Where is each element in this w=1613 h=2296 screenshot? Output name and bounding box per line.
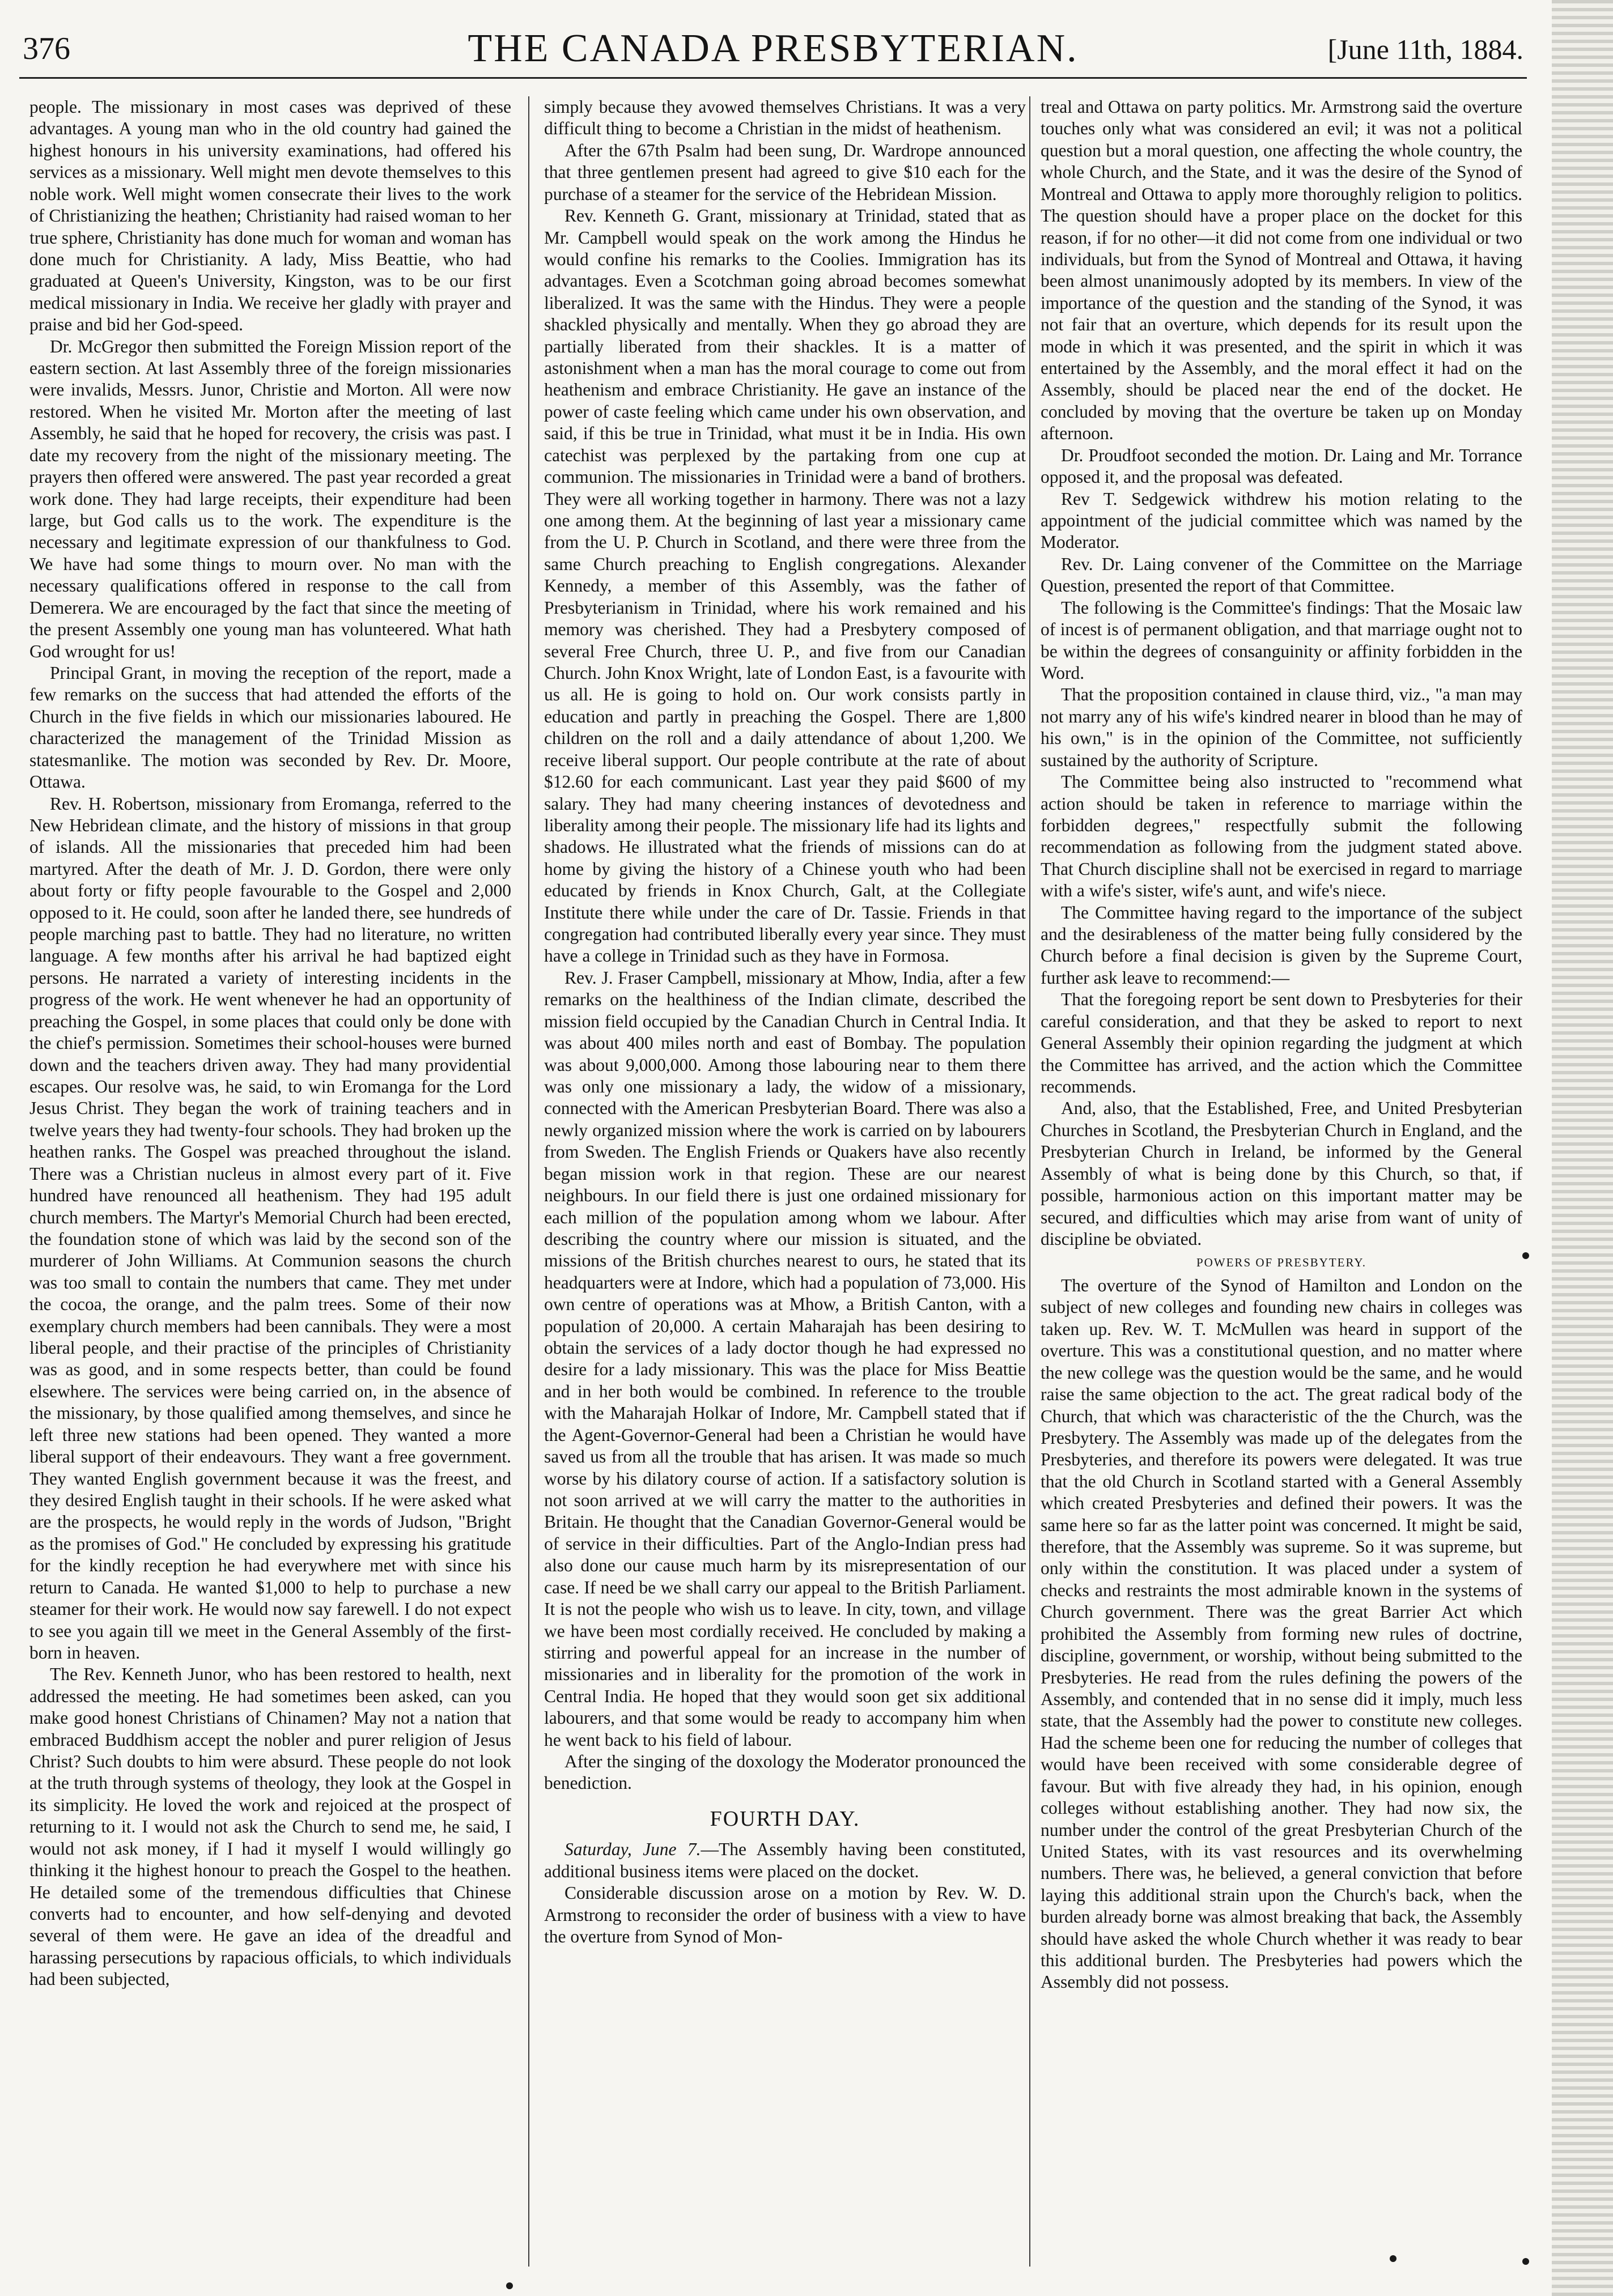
issue-date: [June 11th, 1884. <box>1327 33 1523 65</box>
article-column-3 <box>1041 96 1522 2267</box>
column-rule-right <box>1029 96 1030 2267</box>
margin-dot <box>1522 2258 1529 2265</box>
article-paragraph: The Rev. Kenneth Junor, who has been restored to health, next addressed the meeting. He had sometimes been asked, can you make good honest Christians of Chinamen? May not a nation that embraced Buddhism accept the nobler and purer religion of Jesus Christ? Such doubts to him were absurd. These people do not look at the truth through systems of theology, they look at the Gospel in its simplicity. He loved the work and rejoiced at the prospect of returning to it. I would not ask the Church to send me, he said, I would not ask money, if I had it myself I would willingly go thinking it the highest honour to preach the Gospel to the heathen. He detailed some of the tremendous difficulties that Chinese converts had to encounter, and how self-denying and devoted several of them were. He gave an idea of the dreadful and harassing persecutions by rapacious officials, to which individuals had been subjected, <box>29 1664 511 1989</box>
margin-dot <box>1390 2255 1396 2262</box>
article-column-2 <box>544 96 1026 2267</box>
article-paragraph: simply because they avowed themselves Christians. It was a very difficult thing to become a Christian in the midst of heathenism. <box>544 97 1026 139</box>
article-paragraph: Rev. Dr. Laing convener of the Committee on the Marriage Question, presented the report of that Committee. <box>1041 554 1522 596</box>
article-paragraph: Considerable discussion arose on a motion by Rev. W. D. Armstrong to reconsider the order of business with a view to have the overture from Synod of Mon- <box>544 1883 1026 1946</box>
article-paragraph: Dr. Proudfoot seconded the motion. Dr. Laing and Mr. Torrance opposed it, and the proposal was defeated. <box>1041 445 1522 487</box>
section-heading: FOURTH DAY. <box>710 1806 860 1831</box>
margin-dot <box>1522 1252 1529 1259</box>
article-paragraph: Rev. J. Fraser Campbell, missionary at Mhow, India, after a few remarks on the healthiness of the Indian climate, described the mission field occupied by the Canadian Church in Central India. It was about 400 miles north and east of Bombay. The population was about 9,000,000. Among those labouring near to them there was only one missionary a lady, the widow of a missionary, connected with the American Presbyterian Board. There was also a newly organized mission where the work is carried on by labourers from Sweden. The English Friends or Quakers have also recently began mission work in that region. These are our nearest neighbours. In our field there is just one ordained missionary for each million of the population among whom we labour. After describing the country where our mission is situated, and the missions of the British churches nearest to ours, he stated that its headquarters were at Indore, which had a population of 73,000. His own centre of operations was at Mhow, a British Canton, with a population of 20,000. A certain Maharajah has been desiring to obtain the services of a lady doctor though he had expressed no desire for a lady missionary. This was the place for Miss Beattie and in her both would be combined. In reference to the trouble with the Maharajah Holkar of Indore, Mr. Campbell stated that if the Agent-Governor-General had been a Christian he would have saved us from all the trouble that has arisen. It was made so much worse by his dilatory course of action. If a satisfactory solution is not soon arrived at we will carry the matter to the authorities in Britain. He thought that the Canadian Governor-General would be of service in their difficulties. Part of the Anglo-Indian press had also done our cause much harm by its misrepresentation of our case. If need be we shall carry our appeal to the British Parliament. It is not the people who wish us to leave. In city, town, and village we have been most cordially received. He concluded by making a stirring and powerful appeal for an increase in the number of missionaries and in liberality for the promotion of the work in Central India. He hoped that they would soon get six additional labourers, and that some would be ready to accompany him when he went back to his field of labour. <box>544 967 1026 1750</box>
page-header <box>19 23 1527 79</box>
paragraph-text: —The Assembly having been constituted, additional business items were placed on the docket. <box>544 1839 1026 1881</box>
article-paragraph: Rev. Kenneth G. Grant, missionary at Trinidad, stated that as Mr. Campbell would speak on the work among the Hindus he would confine his remarks to the Coolies. Immigration has its advantages. Even a Scotchman going abroad becomes somewhat liberalized. It was the same with the Hindus. They were a people shackled physically and mentally. When they go abroad they are partially liberated from their shackles. It is a matter of astonishment when a man has the moral courage to come out from heathenism and embrace Christianity. He gave an instance of the power of caste feeling which came under his own observation, and said, if this be true in Trinidad, what must it be in India. His own catechist was perplexed by the partaking from one cup at communion. The missionaries in Trinidad were a band of brothers. They were all working together in harmony. There was not a lazy one among them. At the beginning of last year a missionary came from the U. P. Church in Scotland, and there were three from the same Church preaching to English congregations. Alexander Kennedy, a member of this Assembly, was the father of Presbyterianism in Trinidad, where his work remained and his memory was cherished. They had a Presbytery composed of several Free Church, three U. P., and five from our Canadian Church. John Knox Wright, late of London East, is a favourite with us all. He is going to hold on. Our work consists partly in education and partly in preaching the Gospel. There are 1,800 children on the roll and a daily attendance of about 1,200. We receive liberal support. Our people contribute at the rate of about $12.60 for each communicant. Last year they paid $600 of my salary. They had many cheering instances of devotedness and liberality among their people. The missionary life had its lights and shadows. He illustrated what the friends of missions can do at home by giving the history of a Chinese youth who had been educated by friends in Knox Church, Galt, at the Collegiate Institute there while under the care of Dr. Tassie. Friends in that congregation had contributed liberally every year since. They must have a college in Trinidad such as they have in Formosa. <box>544 206 1026 966</box>
section-subheading: POWERS OF PRESBYTERY. <box>1196 1256 1367 1270</box>
article-paragraph <box>544 1839 1026 1882</box>
article-paragraph: The Committee having regard to the importance of the subject and the desirableness of the matter being fully considered by the Church before a final decision is given by the Supreme Court, further ask leave to recommend:— <box>1041 902 1522 988</box>
article-paragraph: The Committee being also instructed to "recommend what action should be taken in reference to marriage within the forbidden degrees," respectfully submit the following recommendation as following from the judgment stated above. That Church discipline shall not be exercised in regard to marriage with a wife's sister, wife's aunt, and wife's niece. <box>1041 772 1522 901</box>
article-paragraph: After the singing of the doxology the Moderator pronounced the benediction. <box>544 1751 1026 1793</box>
article-paragraph: After the 67th Psalm had been sung, Dr. Wardrope announced that three gentlemen present had agreed to give $10 each for the purchase of a steamer for the service of the Hebridean Mission. <box>544 140 1026 204</box>
article-paragraph: Rev. H. Robertson, missionary from Eromanga, referred to the New Hebridean climate, and the history of missions in that group of islands. All the missionaries that preceded him had been martyred. After the death of Mr. J. D. Gordon, there were only about forty or fifty people favourable to the Gospel and 2,000 opposed to it. He could, soon after he landed there, see hundreds of people marching past to battle. They had no literature, no written language. A few months after his arrival he had baptized eight persons. He narrated a variety of interesting incidents in the progress of the work. He went whenever he had an opportunity of preaching the Gospel, in some places that could only be done with the chief's permission. Sometimes their school-houses were burned down and the teachers driven away. They had many providential escapes. Our resolve was, he said, to win Eromanga for the Lord Jesus Christ. They began the work of training teachers and in twelve years they had twenty-four schools. They had broken up the heathen ranks. The Gospel was preached throughout the island. There was a Christian nucleus in almost every part of it. Five hundred have renounced all heathenism. They had 195 adult church members. The Martyr's Memorial Church had been erected, the foundation stone of which was laid by the second son of the murderer of John Williams. At Communion seasons the church was too small to contain the numbers that came. They met under the cocoa, the orange, and the palm trees. Some of their now exemplary church members had been cannibals. They were a most liberal people, and their practise of the principles of Christianity was as good, and in some respects better, than could be found elsewhere. The services were being carried on, in the absence of the missionary, by those qualified among themselves, and since he left three new stations had been opened. They wanted a more liberal support of their endeavours. They want a free government. They wanted English government because it was the freest, and they desired English taught in their schools. If he were asked what are the prospects, he would reply in the words of Judson, "Bright as the promises of God." He concluded by expressing his gratitude for the kindly reception he had everywhere met with since his return to Canada. He wanted $1,000 to help to purchase a new steamer for their work. He would now say farewell. I do not expect to see you again till we meet in the General Assembly of the first-born in heaven. <box>29 793 511 1663</box>
article-column-1 <box>29 96 511 2267</box>
article-paragraph: That the proposition contained in clause third, viz., "a man may not marry any of his wife's kindred nearer in blood than he may of his own," is in the opinion of the Committee, not sufficiently sustained by the authority of Scripture. <box>1041 684 1522 770</box>
article-paragraph: Dr. McGregor then submitted the Foreign Mission report of the eastern section. At last Assembly three of the foreign missionaries were invalids, Messrs. Junor, Christie and Morton. All were now restored. When he visited Mr. Morton after the meeting of last Assembly, he said that he hoped for recovery, the crisis was past. I date my recovery from the night of the missionary meeting. The prayers then offered were answered. The past year recorded a great work done. They had large receipts, their expenditure had been large, but God calls us to the work. The expenditure is the necessary and legitimate expression of our thankfulness to God. We have had some things to mourn over. No man with the necessary qualifications offered in response to the call from Demerera. We are encouraged by the fact that since the meeting of the present Assembly one young man has volunteered. What hath God wrought for us! <box>29 336 511 661</box>
article-paragraph: treal and Ottawa on party politics. Mr. Armstrong said the overture touches only what was considered an evil; it was not a political question but a moral question, one affecting the whole country, the whole Church, and the State, and it was the desire of the Synod of Montreal and Ottawa to apply more thoroughly religion to politics. The question should have a proper place on the docket for this reason, if for no other—it did not come from one individual or two individuals, but from the Synod of Montreal and Ottawa, it having been almost unanimously adopted by its members. In view of the importance of the question and the standing of the Synod, it was not fair that an overture, which depends for its result upon the mode in which it was presented, and the spirit in which it was entertained by the Assembly, and the moral effect it had on the Assembly, should be placed near the end of the docket. He concluded by moving that the overture be taken up on Monday afternoon. <box>1041 97 1522 444</box>
article-paragraph: The overture of the Synod of Hamilton and London on the subject of new colleges and founding new chairs in colleges was taken up. Rev. W. T. McMullen was heard in support of the overture. This was a constitutional question, and no matter where the new college was the question would be the same, and he would raise the same objection to the act. The great radical body of the Church, that which was characteristic of the the Church, was the Presbytery. The Assembly was made up of the delegates from the Presbyteries, and therefore its powers were delegated. It was true that the old Church in Scotland started with a General Assembly which created Presbyteries and defined their powers. It was the same here so far as the latter point was concerned. It might be said, therefore, that the Assembly was supreme. So it was supreme, but only within the constitution. It was placed under a system of checks and restraints the most admirable known in the systems of Church government. There was the great Barrier Act which prohibited the Assembly from forming new rules of doctrine, discipline, government, or worship, without being submitted to the Presbyteries. He read from the rules defining the powers of the Assembly, and contended that in no sense did it imply, much less state, that the Assembly had the power to constitute new colleges. Had the scheme been one for reducing the number of colleges that would have been received with some considerable degree of favour. But with five already they had, in his opinion, enough colleges without establishing another. They had now six, the number under the control of the great Presbyterian Church of the United States, with its vast resources and its overwhelming numbers. There was, he believed, a general conviction that before laying this additional strain upon the Church's back, when the burden already borne was almost breaking that back, the Assembly should have asked the whole Church whether it was ready to bear this additional burden. The Presbyteries had powers which the Assembly did not possess. <box>1041 1275 1522 1992</box>
column-rule-left <box>528 96 529 2267</box>
running-title: THE CANADA PRESBYTERIAN. <box>468 27 1079 70</box>
margin-dot <box>506 2282 513 2289</box>
dateline: Saturday, June 7. <box>564 1839 701 1860</box>
article-paragraph: And, also, that the Established, Free, and United Presbyterian Churches in Scotland, the Presbyterian Church in England, and the Presbyterian Church in Ireland, be informed by the General Assembly of what is being done by this Church, so that, if possible, harmonious action on this important matter may be secured, and difficulties which may arise from want of unity of discipline be obviated. <box>1041 1098 1522 1249</box>
article-paragraph: people. The missionary in most cases was deprived of these advantages. A young man who in the old country had gained the highest honours in his university examinations, had offered his services as a missionary. Well might men devote themselves to this noble work. Well might women consecrate their lives to the work of Christianizing the heathen; Christianity had raised woman to her true sphere, Christianity has done much for woman and woman has done much for Christianity. A lady, Miss Beattie, who had graduated at Queen's University, Kingston, was to be our first medical missionary in India. We receive her gladly with prayer and praise and bid her God-speed. <box>29 97 511 335</box>
article-paragraph: That the foregoing report be sent down to Presbyteries for their careful consideration, and that they be asked to report to next General Assembly their opinion regarding the judgment at which the Committee has arrived, and the action which the Committee recommends. <box>1041 989 1522 1096</box>
article-paragraph: Rev T. Sedgewick withdrew his motion relating to the appointment of the judicial committee which was named by the Moderator. <box>1041 488 1522 552</box>
page-number: 376 <box>23 31 70 66</box>
article-paragraph: Principal Grant, in moving the reception of the report, made a few remarks on the success that had attended the efforts of the Church in the five fields in which our missionaries laboured. He characterized the management of the Trinidad Mission as statesmanlike. The motion was seconded by Rev. Dr. Moore, Ottawa. <box>29 662 511 792</box>
article-paragraph: The following is the Committee's findings: That the Mosaic law of incest is of permanent obligation, and that marriage ought not to be within the degrees of consanguinity or affinity forbidden in the Word. <box>1041 597 1522 683</box>
page-edge-strip <box>1552 0 1613 2296</box>
